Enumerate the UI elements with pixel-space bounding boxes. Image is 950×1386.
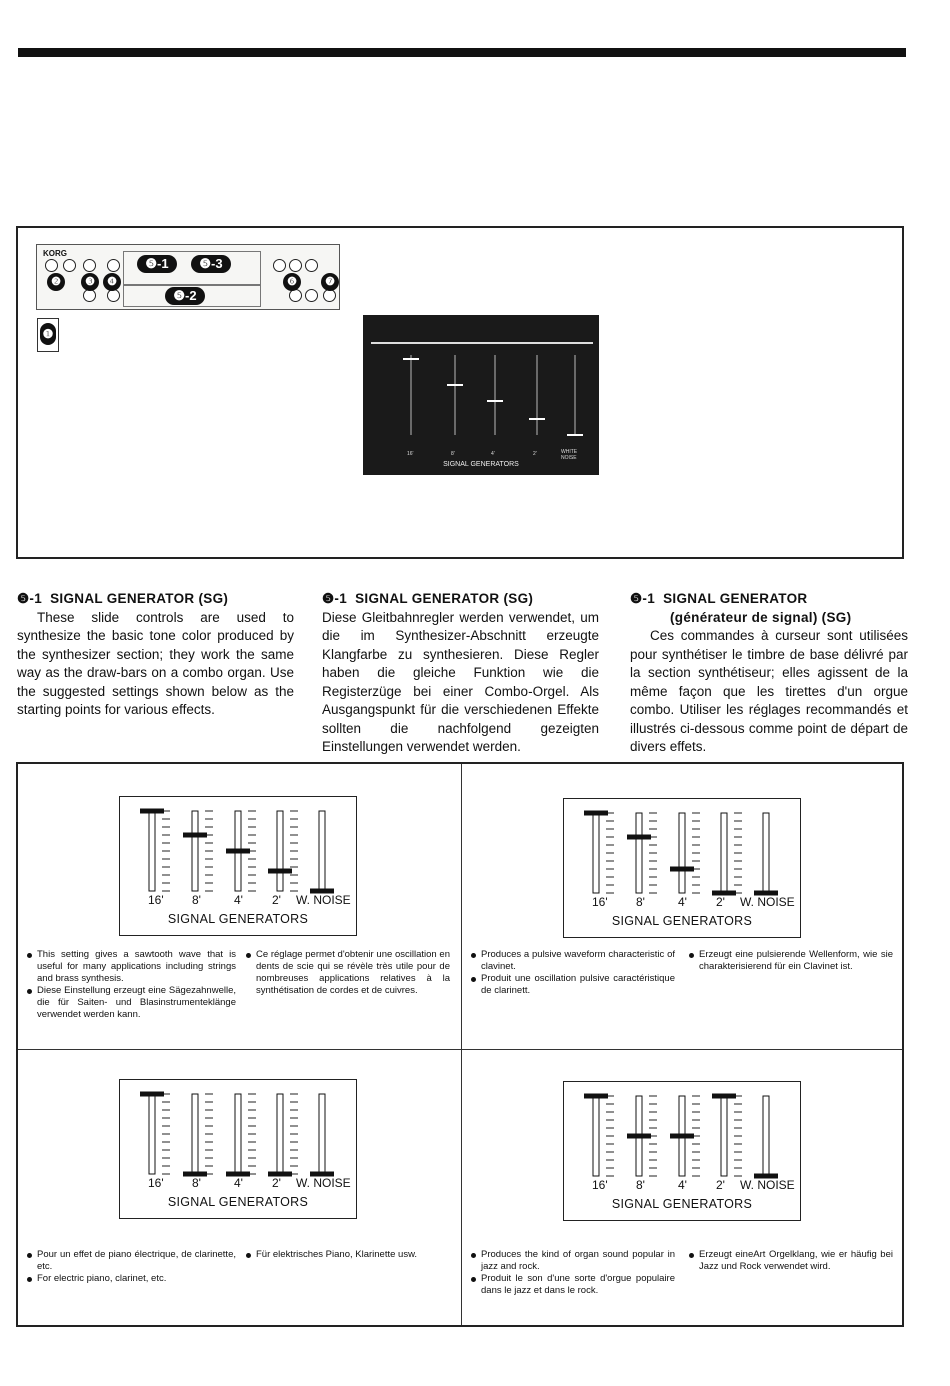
- photo-label-16: 16': [407, 451, 414, 457]
- slider-label-c8: 8': [636, 1178, 645, 1192]
- slider-knob: [627, 835, 651, 840]
- preset-notes: [688, 949, 893, 973]
- callout-4: ❹: [103, 273, 121, 291]
- signal-generator-setting: [119, 796, 357, 936]
- section-heading-de: ❺-1 SIGNAL GENERATOR (SG): [322, 591, 534, 606]
- slider-knob: [226, 849, 250, 854]
- slider-knob: [584, 1094, 608, 1099]
- callout-5-1: ❺-1: [137, 255, 177, 273]
- slider-track: [721, 1096, 727, 1176]
- section-subheading-fr: (générateur de signal) (SG): [670, 609, 852, 625]
- callout-1: ❶: [40, 323, 56, 345]
- slider-track: [319, 811, 325, 891]
- preset-note-item: Produit le son d'une sorte d'orgue populaire dans le jazz et dans le rock.: [470, 1273, 675, 1297]
- slider-diagram: [120, 797, 356, 897]
- front-panel-diagram: [36, 244, 340, 310]
- callout-3: ❸: [81, 273, 99, 291]
- slider-track: [192, 811, 198, 891]
- brand-logo: KORG: [43, 249, 67, 258]
- slider-label-c16: 16': [592, 895, 608, 909]
- slider-diagram: [120, 1080, 356, 1180]
- knob-icon: [63, 259, 76, 272]
- slider-label-c16: 16': [592, 1178, 608, 1192]
- knob-icon: [289, 259, 302, 272]
- knob-icon: [305, 259, 318, 272]
- signal-generators-caption: SIGNAL GENERATORS: [167, 1195, 309, 1209]
- slider-knob: [584, 811, 608, 816]
- signal-generators-photo: [363, 315, 599, 475]
- slider-track: [636, 813, 642, 893]
- knob-icon: [83, 259, 96, 272]
- slider-track: [763, 1096, 769, 1176]
- preset-note-item: This setting gives a sawtooth wave that is useful for many applications including strings and brass synthesis.: [26, 949, 236, 985]
- signal-generator-setting: [119, 1079, 357, 1219]
- preset-note-item: Produces a pulsive waveform characteristic of clavinet.: [470, 949, 675, 973]
- signal-generators-caption: SIGNAL GENERATORS: [167, 912, 309, 926]
- slider-label-c2: 2': [716, 1178, 725, 1192]
- section-body-en: These slide controls are used to synthesize the basic tone color produced by the synthesizer section; they work the same way as the draw-bars on a combo organ. Use the suggested settings shown below as the starting points for various effects.: [17, 609, 294, 717]
- photo-label-4: 4': [491, 451, 495, 457]
- slider-label-c4: 4': [234, 893, 243, 907]
- slider-label-noise: W. NOISE: [296, 1176, 351, 1190]
- front-panel-figure: [16, 226, 904, 559]
- section-french: [630, 590, 908, 757]
- preset-notes: [26, 949, 236, 1021]
- knob-icon: [273, 259, 286, 272]
- callout-7: ❼: [321, 273, 339, 291]
- preset-note-item: Diese Einstellung erzeugt eine Sägezahnwelle, die für Saiten- und Blasinstrumenteklänge verwendet werden kann.: [26, 985, 236, 1021]
- slider-knob: [670, 1134, 694, 1139]
- photo-rule: [371, 342, 593, 344]
- slider-track: [679, 813, 685, 893]
- callout-5-3: ❺-3: [191, 255, 231, 273]
- slider-label-c2: 2': [716, 895, 725, 909]
- photo-label-2: 2': [533, 451, 537, 457]
- preset-note-item: Erzeugt eine pulsierende Wellenform, wie sie charakterisierend für ein Clavinet ist.: [688, 949, 893, 973]
- preset-note-item: Pour un effet de piano électrique, de clarinette, etc.: [26, 1249, 236, 1273]
- slider-label-c2: 2': [272, 893, 281, 907]
- slider-label-c2: 2': [272, 1176, 281, 1190]
- preset-notes: [688, 1249, 893, 1273]
- slider-knob: [268, 869, 292, 874]
- slider-knob: [712, 1094, 736, 1099]
- grid-divider-vertical: [461, 764, 462, 1325]
- signal-generators-caption: SIGNAL GENERATORS: [611, 1197, 753, 1211]
- slider-label-c8: 8': [192, 893, 201, 907]
- photo-caption: SIGNAL GENERATORS: [443, 461, 519, 468]
- slider-label-c8: 8': [636, 895, 645, 909]
- section-english: [17, 590, 294, 720]
- section-heading-en: ❺-1 SIGNAL GENERATOR (SG): [17, 591, 229, 606]
- slider-label-c4: 4': [234, 1176, 243, 1190]
- slider-diagram: [564, 799, 800, 899]
- signal-generators-caption: SIGNAL GENERATORS: [611, 914, 753, 928]
- slider-track: [319, 1094, 325, 1174]
- preset-note-item: For electric piano, clarinet, etc.: [26, 1273, 236, 1285]
- preset-notes: [245, 949, 450, 997]
- slider-track: [721, 813, 727, 893]
- slider-track: [593, 1096, 599, 1176]
- knob-icon: [45, 259, 58, 272]
- slider-track: [149, 1094, 155, 1174]
- slider-track: [277, 811, 283, 891]
- slider-track: [277, 1094, 283, 1174]
- slider-track: [235, 1094, 241, 1174]
- section-body-fr: Ces commandes à curseur sont utilisées pour synthétiser le timbre de base délivré par la section synthétiseur; elles agissent de la même façon que les tirettes d'un orgue combo. Utiliser les réglages recommandés et illustrés ci-dessous comme point de départ de divers effets.: [630, 628, 908, 754]
- slider-track: [149, 811, 155, 891]
- slider-track: [192, 1094, 198, 1174]
- callout-1-box: [37, 318, 59, 352]
- callout-2: ❷: [47, 273, 65, 291]
- preset-note-item: Produit une oscillation pulsive caractéristique de clarinett.: [470, 973, 675, 997]
- signal-generator-setting: [563, 798, 801, 938]
- slider-knob: [140, 1092, 164, 1097]
- photo-label-8: 8': [451, 451, 455, 457]
- preset-note-item: Erzeugt eineArt Orgelklang, wie er häufig bei Jazz und Rock verwendet wird.: [688, 1249, 893, 1273]
- preset-note-item: Produces the kind of organ sound popular in jazz and rock.: [470, 1249, 675, 1273]
- slider-label-c8: 8': [192, 1176, 201, 1190]
- slider-knob: [140, 809, 164, 814]
- slider-knob: [627, 1134, 651, 1139]
- slider-track: [593, 813, 599, 893]
- grid-divider-horizontal: [18, 1049, 902, 1050]
- knob-icon: [107, 289, 120, 302]
- slider-label-c4: 4': [678, 1178, 687, 1192]
- photo-label-noise: WHITE NOISE: [561, 449, 578, 461]
- callout-5-2: ❺-2: [165, 287, 205, 305]
- preset-note-item: Für elektrisches Piano, Klarinette usw.: [245, 1249, 450, 1261]
- slider-track: [763, 813, 769, 893]
- slider-label-c4: 4': [678, 895, 687, 909]
- slider-label-c16: 16': [148, 893, 164, 907]
- section-heading-fr: ❺-1 SIGNAL GENERATOR: [630, 591, 808, 606]
- slider-label-noise: W. NOISE: [740, 1178, 795, 1192]
- top-rule: [18, 48, 906, 57]
- section-body-de: Diese Gleitbahnregler werden verwendet, um die im Synthesizer-Abschnitt erzeugte Klangfarbe zu synthesieren. Diese Regler haben die gleiche Funktion wie die Registerzüge bei einer Combo-Orgel. Als Ausgangspunkt für die verschiedenen Effekte sollten die nachfolgend gezeigten Einstellungen verwendet werden.: [322, 609, 599, 754]
- signal-generator-setting: [563, 1081, 801, 1221]
- slider-knob: [670, 867, 694, 872]
- preset-notes: [470, 1249, 675, 1297]
- slider-label-noise: W. NOISE: [296, 893, 351, 907]
- preset-notes: [470, 949, 675, 997]
- callout-6: ❻: [283, 273, 301, 291]
- slider-diagram: [564, 1082, 800, 1182]
- slider-knob: [183, 833, 207, 838]
- preset-note-item: Ce réglage permet d'obtenir une oscillation en dents de scie qui se révèle très utile pour de nombreuses applications relatives à la synthétisation de cordes et de cuivres.: [245, 949, 450, 997]
- slider-label-c16: 16': [148, 1176, 164, 1190]
- slider-label-noise: W. NOISE: [740, 895, 795, 909]
- preset-notes: [26, 1249, 236, 1285]
- knob-icon: [305, 289, 318, 302]
- preset-notes: [245, 1249, 450, 1261]
- knob-icon: [107, 259, 120, 272]
- section-german: [322, 590, 599, 757]
